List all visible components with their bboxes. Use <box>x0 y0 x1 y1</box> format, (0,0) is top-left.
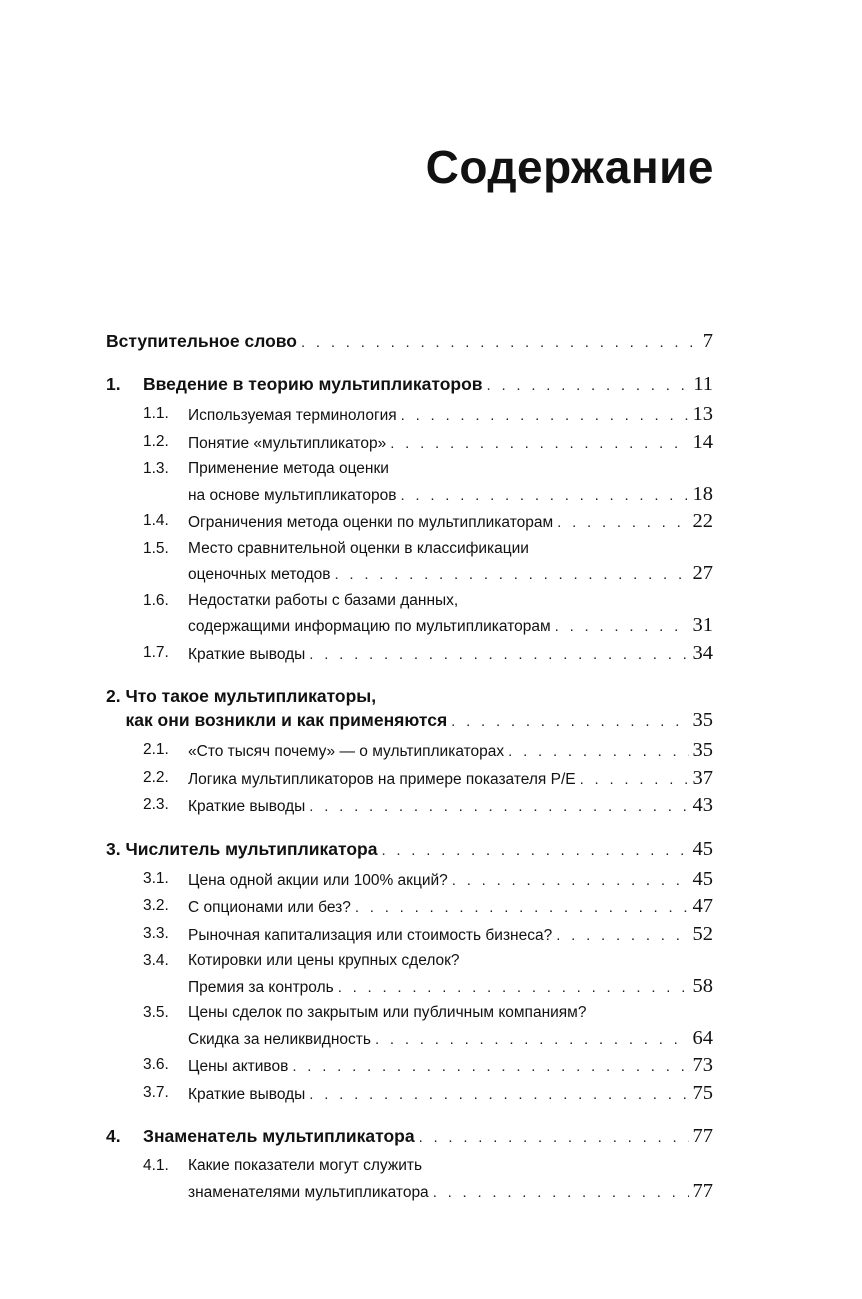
toc-page-number: 7 <box>702 330 713 352</box>
dot-leader <box>338 976 689 1001</box>
toc-section-entry <box>106 1053 713 1080</box>
toc-entry-number: 4. <box>106 1126 121 1146</box>
toc-entry-title: содержащими информацию по мультипликаторам <box>188 618 551 635</box>
toc-entry-number: 3.5. <box>143 1004 169 1021</box>
toc-section-entry <box>106 738 713 765</box>
toc-page-number: 58 <box>692 974 713 997</box>
toc-entry-title: Понятие «мультипликатор» <box>188 434 387 452</box>
toc-section-entry <box>106 1001 713 1052</box>
toc-chapter-entry <box>106 372 713 398</box>
toc-chapter-entry <box>106 1124 713 1150</box>
toc-page-number: 64 <box>692 1026 713 1049</box>
toc-section-entry <box>106 793 713 820</box>
toc-page-number: 77 <box>692 1125 713 1147</box>
toc-entry-title: С опционами или без? <box>188 899 351 916</box>
toc-entry-title: 3. Числитель мультипликатора <box>106 838 378 859</box>
toc-section-entry <box>106 1081 713 1108</box>
toc-entry-number: 3.6. <box>143 1056 169 1073</box>
toc-page-number: 77 <box>692 1179 713 1202</box>
toc-entry-number: 3.7. <box>143 1083 169 1101</box>
toc-section-entry <box>106 537 713 588</box>
toc-section-entry <box>106 509 713 536</box>
toc-entry-title: Логика мультипликаторов на примере показателя P/E <box>188 770 576 788</box>
toc-page-number: 13 <box>692 403 713 425</box>
toc-section-entry <box>106 894 713 921</box>
toc-entry-title: Применение метода оценки <box>188 460 389 477</box>
toc-entry-number: 4.1. <box>143 1157 169 1174</box>
toc-page-number: 37 <box>692 766 713 789</box>
dot-leader <box>390 432 688 457</box>
toc-entry-title: Цены сделок по закрытым или публичным компаниям? <box>188 1004 587 1021</box>
dot-leader <box>375 1028 689 1053</box>
toc-entry-title: Цена одной акции или 100% акций? <box>188 871 448 889</box>
dot-leader <box>292 1055 688 1080</box>
toc-entry-title: Вступительное слово <box>106 331 297 351</box>
toc-entry-number: 1. <box>106 374 121 394</box>
toc-page-number: 35 <box>692 709 713 731</box>
toc-entry-title: Какие показатели могут служить <box>188 1157 423 1174</box>
toc-entry-number: 1.3. <box>143 460 169 477</box>
toc-entry-title: Котировки или цены крупных сделок? <box>188 952 460 969</box>
dot-leader <box>508 740 688 765</box>
dot-leader <box>401 404 689 429</box>
toc-entry-number: 1.7. <box>143 643 169 661</box>
toc-page-number: 31 <box>692 614 713 636</box>
toc-page-number: 14 <box>692 430 713 453</box>
dot-leader <box>309 643 688 668</box>
toc-entry-title: Знаменатель мультипликатора <box>143 1126 415 1146</box>
toc-entry-title: 2. Что такое мультипликаторы, <box>106 686 377 706</box>
toc-entry-title: Недостатки работы с базами данных, <box>188 591 459 609</box>
toc-page-number: 52 <box>692 922 713 945</box>
toc-entry-number: 1.2. <box>143 432 169 450</box>
toc-entry-number: 1.6. <box>143 591 169 609</box>
dot-leader <box>400 484 688 509</box>
dot-leader <box>355 896 689 921</box>
toc-entry-title: Краткие выводы <box>188 645 306 663</box>
dot-leader <box>419 1126 689 1150</box>
toc-entry-title: Премия за контроль <box>188 978 334 996</box>
dot-leader <box>452 869 689 894</box>
toc-section-entry <box>106 949 713 1000</box>
toc-entry-title: Краткие выводы <box>188 798 306 815</box>
toc-page-number: 45 <box>692 867 713 890</box>
toc-entry-number: 1.4. <box>143 512 169 529</box>
dot-leader <box>556 924 688 949</box>
toc-page-number: 34 <box>692 641 713 664</box>
dot-leader <box>557 511 688 536</box>
dot-leader <box>580 768 689 793</box>
toc-page-number: 11 <box>693 373 713 395</box>
toc-entry-title: знаменателями мультипликатора <box>188 1183 429 1201</box>
toc-entry-title: «Сто тысяч почему» — о мультипликаторах <box>188 743 505 760</box>
toc-entry-number: 2.1. <box>143 741 169 758</box>
toc-entry-title: Место сравнительной оценки в классификации <box>188 539 529 557</box>
toc-section-entry <box>106 457 713 508</box>
toc-entry-number: 3.1. <box>143 869 169 887</box>
toc-section-entry <box>106 922 713 949</box>
toc-entry-title: Скидка за неликвидность <box>188 1030 371 1048</box>
toc-entry-number: 3.4. <box>143 952 169 969</box>
dot-leader <box>309 795 688 820</box>
dot-leader <box>334 563 688 588</box>
toc-entry-title: Ограничения метода оценки по мультипликаторам <box>188 514 554 531</box>
toc-section-entry <box>106 430 713 457</box>
toc-page-number: 75 <box>692 1081 713 1104</box>
toc-section-entry <box>106 589 713 640</box>
toc-page-number: 73 <box>692 1054 713 1076</box>
toc-page-number: 18 <box>692 482 713 505</box>
toc-page-number: 47 <box>692 895 713 917</box>
toc-section-entry <box>106 766 713 793</box>
toc-entry-number: 2.2. <box>143 768 169 786</box>
toc-page-number: 27 <box>692 562 713 584</box>
dot-leader <box>433 1181 689 1206</box>
toc-chapter-entry <box>106 837 713 863</box>
dot-leader <box>451 710 688 734</box>
toc-entry-number: 2.3. <box>143 796 169 813</box>
dot-leader <box>381 839 688 863</box>
toc-entry-title: как они возникли и как применяются <box>106 710 448 730</box>
page-title: Содержание <box>425 141 714 193</box>
toc-entry-title: Краткие выводы <box>188 1085 306 1103</box>
toc-entry-title: Рыночная капитализация или стоимость бизнеса? <box>188 926 553 944</box>
toc-entry-title: Цены активов <box>188 1058 289 1075</box>
toc-chapter-entry <box>106 329 713 355</box>
toc-section-entry <box>106 867 713 894</box>
toc-entry-number: 3.2. <box>143 897 169 914</box>
toc-entry-title: Введение в теорию мультипликаторов <box>143 374 483 394</box>
toc-section-entry <box>106 1154 713 1205</box>
toc-entry-number: 1.1. <box>143 405 169 422</box>
toc-section-entry <box>106 402 713 429</box>
toc-chapter-entry <box>106 684 713 734</box>
toc-page-number: 43 <box>692 794 713 816</box>
toc-entry-number: 1.5. <box>143 539 169 557</box>
toc-entry-title: оценочных методов <box>188 566 331 583</box>
dot-leader <box>555 615 689 640</box>
toc-entry-number: 3.3. <box>143 924 169 942</box>
toc-page-number: 35 <box>692 739 713 761</box>
toc-section-entry <box>106 641 713 668</box>
table-of-contents <box>106 329 713 1205</box>
toc-entry-title: на основе мультипликаторов <box>188 486 397 504</box>
dot-leader <box>309 1083 688 1108</box>
dot-leader <box>301 331 699 355</box>
toc-page-number: 45 <box>692 837 713 860</box>
dot-leader <box>487 374 690 398</box>
toc-entry-title: Используемая терминология <box>188 407 397 424</box>
toc-page-number: 22 <box>692 510 713 532</box>
